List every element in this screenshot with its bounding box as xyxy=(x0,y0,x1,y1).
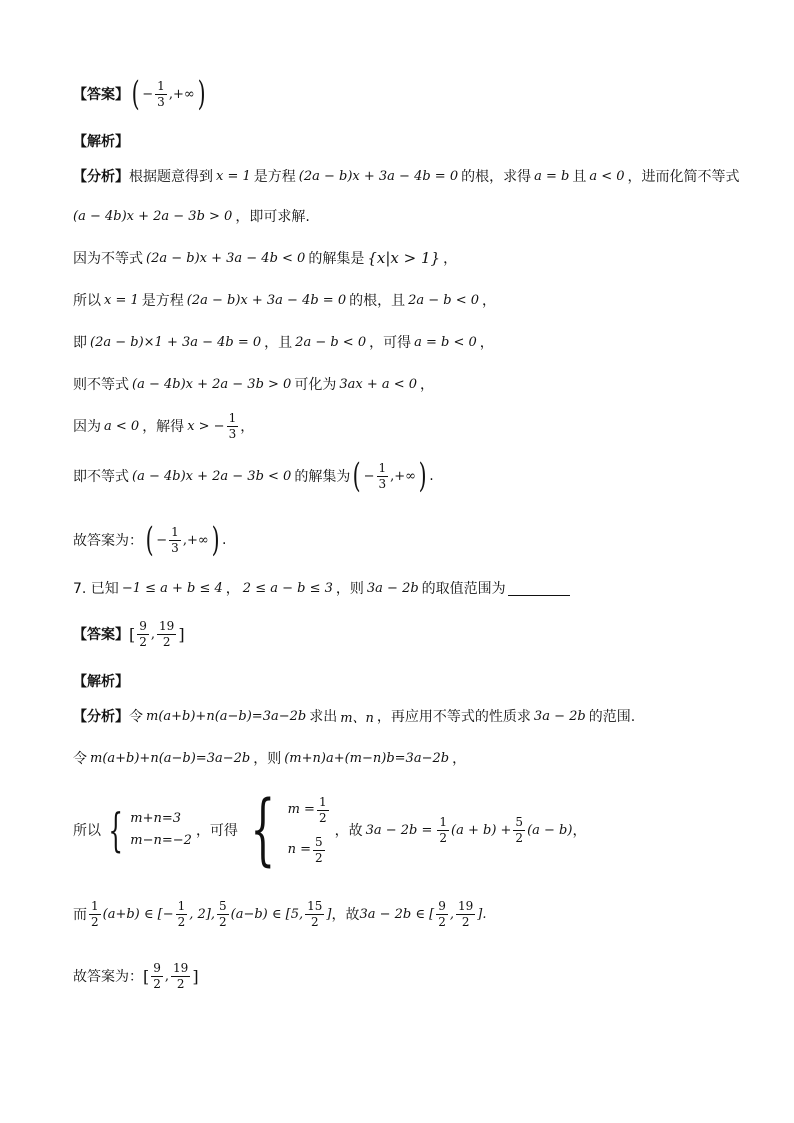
step-4: 则不等式 (a − 4b)x + 2a − 3b > 0 可化为 3ax + a < 0 ， xyxy=(73,376,435,393)
close-paren: ) xyxy=(197,74,206,114)
interval-tail: ,+∞ xyxy=(168,86,195,102)
open-paren: ( xyxy=(131,74,140,114)
fraction: $\frac{1}{3}$ xyxy=(228,410,237,441)
analysis-summary-7: 【分析】 令 m(a+b)+n(a−b)=3a−2b 求出 m、n ，再应用不等式的性质求 3a − 2b 的范围. xyxy=(73,708,636,726)
fraction: $\frac{9}{2}$ xyxy=(139,618,147,649)
analysis-heading-7: 【解析】 xyxy=(73,674,129,690)
equation-system: { m+n=3 m−n=−2 xyxy=(108,803,192,857)
fraction: $\frac{1}{3}$ xyxy=(378,460,387,491)
fraction: $\frac{1}{3}$ xyxy=(157,78,165,109)
answer-6-line xyxy=(73,74,754,114)
step-3: 即 (2a − b)×1 + 3a − 4b = 0 ，且 2a − b < 0 ，可得 a = b < 0 ， xyxy=(73,334,494,351)
step-7-1: 令 m(a+b)+n(a−b)=3a−2b ，则 (m+n)a+(m−n)b=3a−2b ， xyxy=(73,750,467,767)
step-5: 因为 a < 0 ，解得 x > − $\frac{1}{3}$ ， xyxy=(73,410,255,441)
step-7-2: 所以 { m+n=3 m−n=−2 ，可得 { m = $\frac{1}{2}$ n = $\frac{5}{2}$ ，故 3a − 2b = $\frac{1}{2}$ (a + b) + $\frac{5}{2}$ (a − b) ， xyxy=(73,785,587,875)
step-6: 即不等式 (a − 4b)x + 2a − 3b < 0 的解集为 ( − $\frac{1}{3}$ ,+∞ ) . xyxy=(73,456,434,496)
step-2: 所以 x = 1 是方程 (2a − b)x + 3a − 4b = 0 的根，且 2a − b < 0 ， xyxy=(73,292,497,309)
fraction: $\frac{1}{2}$ xyxy=(91,898,99,929)
fraction: $\frac{5}{2}$ xyxy=(219,898,227,929)
step-7-3: 而 $\frac{1}{2}$ (a+b) ∈ [− $\frac{1}{2}$ , 2], $\frac{5}{2}$ (a−b) ∈ [5, $\frac{15}{2}$ ] ，故 3a − 2b ∈ [ $\frac{9}{2}$ , $\frac{19}{2}$ ]. xyxy=(73,898,487,929)
fraction: $\frac{15}{2}$ xyxy=(307,898,323,929)
fraction: $\frac{19}{2}$ xyxy=(173,960,189,991)
analysis-heading-6: 【解析】 xyxy=(73,134,129,150)
fraction: $\frac{1}{2}$ xyxy=(439,814,448,845)
fraction: $\frac{1}{2}$ xyxy=(177,898,186,929)
fraction: $\frac{1}{3}$ xyxy=(171,524,179,555)
negative-sign: − xyxy=(142,86,154,102)
answer-7-line: 【答案】 [ $\frac{9}{2}$ , $\frac{19}{2}$ ] xyxy=(73,618,185,649)
fraction: $\frac{9}{2}$ xyxy=(438,898,446,929)
fraction: $\frac{19}{2}$ xyxy=(159,618,175,649)
final-answer-7: 故答案为： [ $\frac{9}{2}$ , $\frac{19}{2}$ ] xyxy=(73,960,199,991)
analysis-summary-6-line1: 【分析】 根据题意得到 x = 1 是方程 (2a − b)x + 3a − 4b = 0 的根，求得 a = b 且 a < 0 ，进而化简不等式 xyxy=(73,168,740,185)
final-answer-6: 故答案为： ( − $\frac{1}{3}$ ,+∞ ) . xyxy=(73,520,227,560)
step-1: 因为不等式 (2a − b)x + 3a − 4b < 0 的解集是 {x|x > 1} ， xyxy=(73,249,458,267)
answer-label: 【答案】 xyxy=(73,87,129,103)
answer-blank xyxy=(508,581,570,596)
question-7: 7. 已知 −1 ≤ a + b ≤ 4 ， 2 ≤ a − b ≤ 3 ，则 3a − 2b 的取值范围为 xyxy=(73,576,754,600)
fraction: $\frac{19}{2}$ xyxy=(458,898,474,929)
fraction: $\frac{9}{2}$ xyxy=(153,960,161,991)
fraction: $\frac{5}{2}$ xyxy=(515,814,524,845)
analysis-summary-6-line2: (a − 4b)x + 2a − 3b > 0 ，即可求解. xyxy=(73,208,310,225)
solution-system: { m = $\frac{1}{2}$ n = $\frac{5}{2}$ xyxy=(250,785,327,875)
